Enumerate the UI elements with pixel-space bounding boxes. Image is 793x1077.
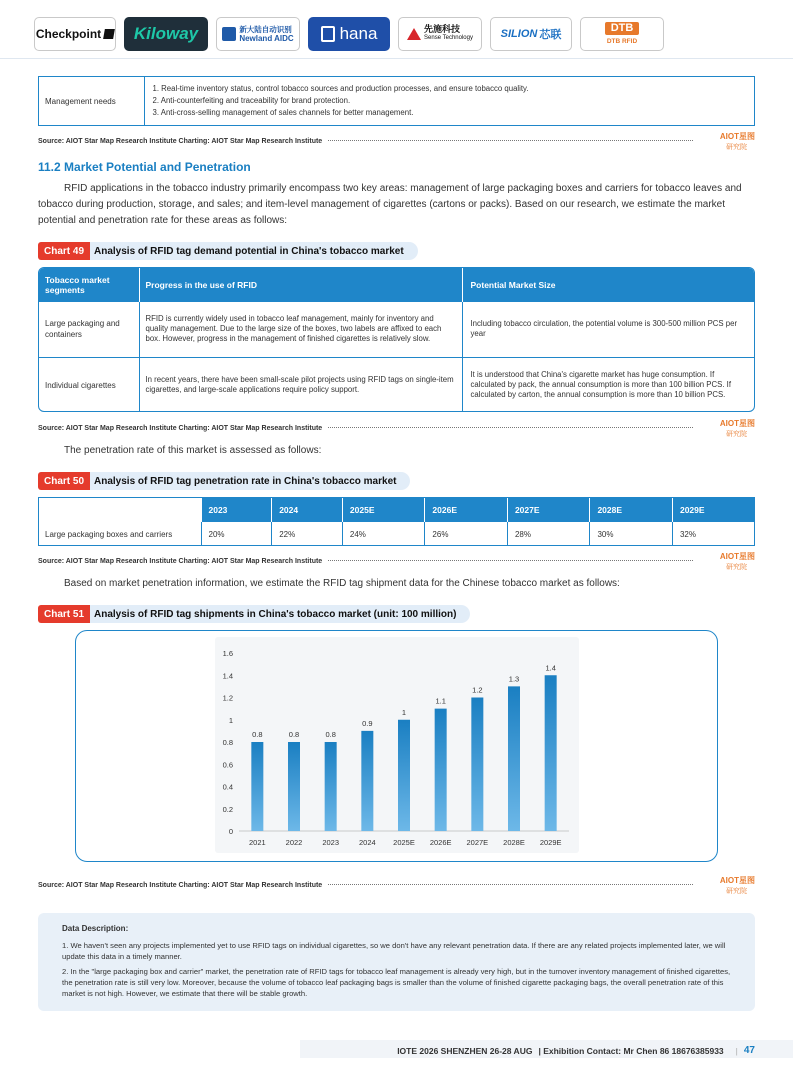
shipment-paragraph: Based on market penetration information, we estimate the RFID tag shipment data for the Chinese tobacco market as follows:	[64, 578, 620, 589]
table-header-row	[39, 498, 754, 522]
x-tick-label: 2022	[285, 838, 303, 847]
x-tick-label: 2025E	[393, 838, 415, 847]
intro-paragraph: RFID applications in the tobacco industry primarily encompass two key areas: management of large packaging boxes and carriers for tobacco leaves and tobacco during production, storage, and sales; and item-level management of cigarettes (cartons or packs). Based on our research, we estimate the market potential and penetration rate for these areas as follows:	[38, 183, 742, 226]
aiot-logo-text: AIOT星图	[719, 419, 755, 428]
table-cell: It is understood that China's cigarette market has huge consumption. If calculated by pack, the annual consumption is more than 100 billion PCS. If calculated by carton, the annual consumption is more than 10 billion PCS.	[470, 370, 731, 400]
table-cell: In recent years, there have been small-scale pilot projects using RFID tags on single-item cigarettes, and large-scale applications require policy support.	[139, 357, 462, 412]
page-number: 47	[743, 1045, 755, 1056]
y-tick-label: 1.4	[222, 671, 233, 681]
source-line-3	[38, 558, 755, 565]
x-tick-label: 2026E	[429, 838, 452, 847]
column-header-empty	[39, 498, 201, 522]
table-header-row	[39, 268, 754, 302]
footer-contact: | Exhibition Contact: Mr Chen 86 18676385933	[538, 1045, 724, 1056]
dotted-leader	[328, 140, 693, 141]
y-tick-label: 1.2	[222, 693, 233, 703]
data-label: 1	[401, 707, 407, 717]
chart-title: Analysis of RFID tag shipments in China's tobacco market (unit: 100 million)	[90, 605, 470, 623]
aiot-logo	[703, 418, 755, 442]
source-line-2	[38, 425, 755, 432]
x-tick-label: 2021	[248, 838, 266, 847]
footer	[397, 1045, 755, 1056]
sense-logo: 先施科技 Sense Technology	[398, 17, 482, 51]
chart-49-heading	[38, 242, 418, 260]
source-line-4	[38, 882, 755, 889]
source-text: Source: AIOT Star Map Research Institute Charting: AIOT Star Map Research Institute	[38, 882, 323, 889]
dotted-leader	[328, 884, 693, 885]
y-tick-label: 0.4	[222, 782, 233, 792]
chart-50-table	[38, 497, 755, 546]
column-header: 2029E	[672, 498, 754, 522]
aiot-logo	[703, 131, 755, 155]
table-row	[39, 522, 754, 546]
chart-50-heading	[38, 472, 410, 490]
chart-title: Analysis of RFID tag demand potential in China's tobacco market	[90, 242, 418, 260]
checkpoint-logo: Checkpoint	[34, 17, 116, 51]
y-tick-label: 0.2	[222, 804, 233, 814]
hana-logo: hana	[308, 17, 390, 51]
list-item: 3. Anti-cross-selling management of sales channels for better management.	[152, 108, 414, 117]
description-item: 1. We haven't seen any projects implemented yet to use RFID tags on individual cigarettes, so we don't have any relevant penetration data. If there are any related projects implemented later, we will update this data in a timely manner.	[62, 941, 726, 961]
dotted-leader	[328, 560, 693, 561]
column-header: 2023	[201, 498, 272, 522]
data-label: 1.3	[508, 674, 520, 684]
aiot-logo-text: AIOT星图	[719, 876, 755, 885]
bar-2029E	[545, 675, 557, 831]
data-label: 1.1	[435, 696, 446, 706]
table-cell: RFID is currently widely used in tobacco leaf management, mainly for inventory and quality management. Due to the large size of the boxes, two labels are affixed to each box. However, progress in the management of finished cigarettes is relatively slow.	[139, 302, 462, 357]
logo-bar	[0, 0, 793, 58]
data-label: 0.8	[252, 730, 263, 739]
chart-title: Analysis of RFID tag penetration rate in China's tobacco market	[90, 472, 410, 490]
table-cell: Large packaging and containers	[39, 302, 139, 357]
list-item: 2. Anti-counterfeiting and traceability for brand protection.	[152, 96, 351, 105]
dotted-leader	[328, 427, 693, 428]
bar-2024	[361, 731, 373, 831]
aiot-logo-subtext: 研究院	[726, 144, 747, 151]
data-label: 1.4	[545, 663, 556, 673]
source-line-1	[38, 138, 755, 145]
column-header: 2025E	[342, 498, 425, 522]
table-row	[39, 302, 754, 357]
hana-mark-icon	[321, 26, 335, 42]
silion-logo: SILION 芯联	[490, 17, 572, 51]
list-item: 1. Real-time inventory status, control tobacco sources and production processes, and ensure tobacco quality.	[152, 84, 529, 93]
data-label: 0.8	[288, 730, 300, 739]
chart-51-frame	[75, 630, 718, 862]
newland-logo: 新大陆自动识别 Newland AIDC	[216, 17, 300, 51]
aiot-logo-subtext: 研究院	[726, 888, 747, 895]
table-cell: 30%	[590, 522, 673, 546]
management-needs-table	[38, 76, 755, 126]
logo-bar-divider	[0, 58, 793, 59]
y-tick-label: 1.6	[222, 649, 233, 658]
shipments-bar-chart	[76, 631, 719, 863]
bar-2021	[251, 742, 263, 831]
x-tick-label: 2023	[322, 838, 340, 847]
x-tick-label: 2029E	[539, 838, 562, 847]
data-label: 1.2	[472, 685, 483, 695]
sense-mark-icon	[407, 28, 421, 40]
column-header: 2026E	[425, 498, 508, 522]
y-tick-label: 1	[228, 715, 233, 725]
description-item: 2. In the "large packaging box and carrier" market, the penetration rate of RFID tags for tobacco leaf management is already very high, but in the turnover inventory management of finished cigarettes, the penetration rate is still very low. Moreover, because the volume of tobacco leaf packaging bags is smaller than the volume of finished cigarette packaging bags, the overall penetration rate of this market is not high. However, we estimate that there will be stable growth.	[62, 967, 731, 998]
y-tick-label: 0	[228, 827, 233, 836]
chart-tag: Chart 49	[38, 242, 90, 260]
column-header: Progress in the use of RFID	[139, 268, 462, 302]
x-tick-label: 2024	[358, 838, 376, 847]
x-tick-label: 2028E	[503, 838, 525, 847]
data-label: 0.8	[325, 730, 336, 739]
bar-2022	[288, 742, 300, 831]
description-heading: Data Description:	[62, 924, 129, 933]
footer-event: IOTE 2026 SHENZHEN 26-28 AUG	[397, 1045, 533, 1056]
newland-mark-icon	[222, 27, 236, 41]
bar-2027E	[471, 698, 483, 832]
column-header: 2024	[272, 498, 343, 522]
table-cell: 22%	[272, 522, 343, 546]
column-header: 2028E	[590, 498, 673, 522]
penetration-paragraph: The penetration rate of this market is assessed as follows:	[64, 445, 322, 456]
table-cell: 24%	[342, 522, 425, 546]
source-text: Source: AIOT Star Map Research Institute Charting: AIOT Star Map Research Institute	[38, 558, 323, 565]
y-tick-label: 0.8	[222, 738, 233, 747]
aiot-logo	[703, 551, 755, 575]
management-needs-label: Management needs	[39, 77, 144, 125]
column-header: 2027E	[507, 498, 590, 522]
table-cell: Individual cigarettes	[39, 357, 139, 412]
bar-2025E	[398, 720, 410, 831]
bar-2026E	[435, 709, 447, 831]
kiloway-logo: Kiloway	[124, 17, 208, 51]
dtb-logo: DTB DTB RFID	[580, 17, 664, 51]
aiot-logo-subtext: 研究院	[726, 564, 747, 571]
table-cell: 20%	[201, 522, 272, 546]
data-description-box	[38, 913, 755, 1011]
chart-51-heading	[38, 605, 470, 623]
source-text: Source: AIOT Star Map Research Institute Charting: AIOT Star Map Research Institute	[38, 425, 323, 432]
section-title: 11.2 Market Potential and Penetration	[38, 160, 251, 174]
aiot-logo-text: AIOT星图	[719, 552, 755, 561]
table-cell: Including tobacco circulation, the potential volume is 300-500 million PCS per year	[470, 319, 738, 339]
data-label: 0.9	[362, 718, 373, 728]
chart-tag: Chart 51	[38, 605, 90, 623]
chart-tag: Chart 50	[38, 472, 90, 490]
aiot-logo-text: AIOT星图	[719, 132, 755, 141]
bar-2028E	[508, 686, 520, 831]
aiot-logo	[703, 875, 755, 899]
table-cell: 32%	[679, 530, 696, 539]
x-tick-label: 2027E	[466, 838, 489, 847]
bar-2023	[325, 742, 337, 831]
table-cell: 26%	[425, 522, 508, 546]
table-row	[39, 357, 754, 412]
management-needs-list	[144, 77, 754, 125]
column-header: Tobacco market segments	[39, 268, 139, 302]
table-cell: 28%	[507, 522, 590, 546]
source-text: Source: AIOT Star Map Research Institute Charting: AIOT Star Map Research Institute	[38, 138, 323, 145]
aiot-logo-subtext: 研究院	[726, 431, 747, 438]
column-header: Potential Market Size	[462, 268, 754, 302]
chart-49-table	[38, 267, 755, 412]
y-tick-label: 0.6	[222, 760, 233, 770]
table-cell: Large packaging boxes and carriers	[39, 522, 201, 546]
checkpoint-mark-icon	[103, 29, 115, 39]
footer-divider: |	[735, 1045, 738, 1056]
